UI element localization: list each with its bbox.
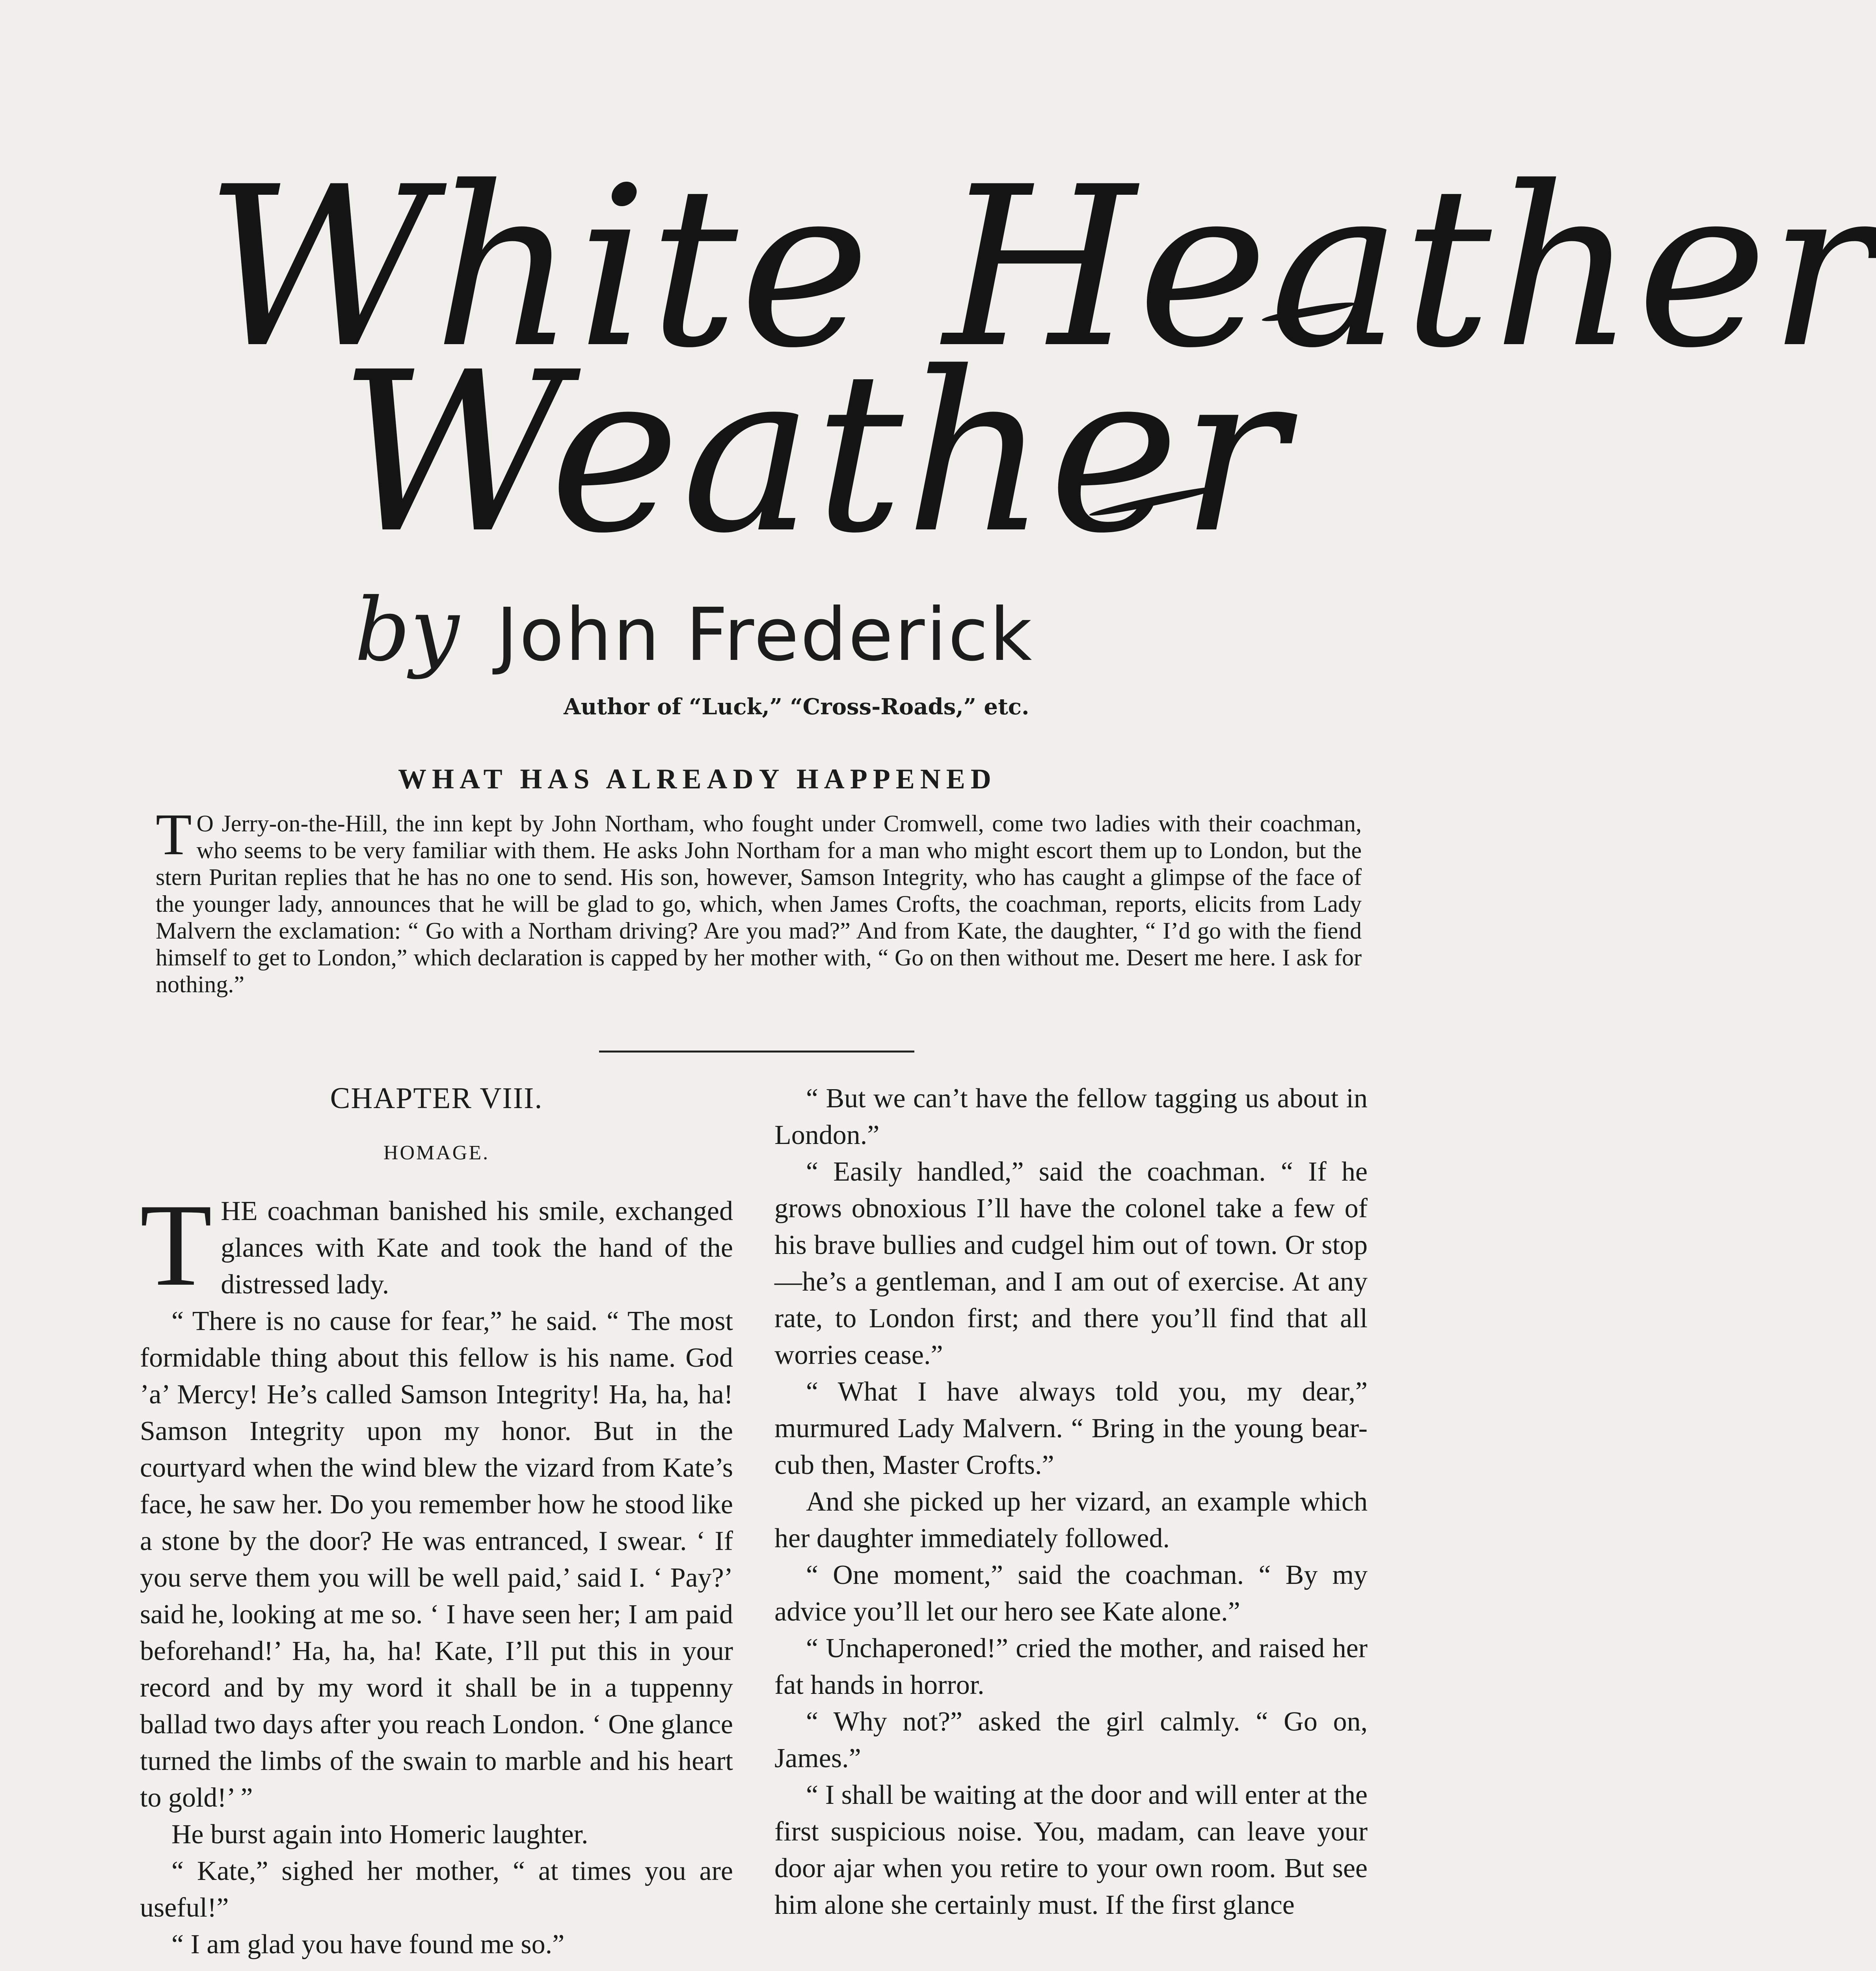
synopsis-heading: WHAT HAS ALREADY HAPPENED (398, 763, 997, 795)
section-divider (599, 1051, 914, 1053)
title-line-2: Weather (339, 325, 1288, 582)
chapter-title: HOMAGE. (383, 1142, 490, 1164)
left-column (140, 1080, 733, 1963)
paragraph: He burst again into Homeric laughter. (171, 1819, 588, 1850)
paragraph: “ There is no cause for fear,” he said. “ The most formidable thing about this fellow is his name. God ’a’ Mercy! He’s called Samson Integrity! Ha, ha, ha! Samson Integrity upon my honor. But in the courtyard when the wind blew the vizard from Kate’s face, he saw her. Do you remember how he stood like a stone by the door? He was entranced, I swear. ‘ If you serve them you will be well paid,’ said I. ‘ Pay?’ said he, looking at me so. ‘ I have seen her; I am paid beforehand!’ Ha, ha, ha! Kate, I’ll put this in your record and by my word it shall be in a tuppenny ballad two days after you reach London. ‘ One glance turned the limbs of the swain to marble and his heart to gold!’ ” (140, 1306, 733, 1813)
paragraph: “ One moment,” said the coachman. “ By my advice you’ll let our hero see Kate alone.” (774, 1560, 1368, 1627)
paragraph: “ Kate,” sighed her mother, “ at times you are useful!” (140, 1856, 733, 1923)
title-line-1: White Heather (205, 140, 1876, 397)
paragraph: And she picked up her vizard, an example which her daughter immediately followed. (774, 1487, 1368, 1554)
paragraph: “ But we can’t have the fellow tagging us about in London.” (774, 1083, 1368, 1150)
paragraph: “ Easily handled,” said the coachman. “ If he grows obnoxious I’ll have the colonel take a few of his brave bullies and cudgel him out of town. Or stop—he’s a gentleman, and I am out of exercise. At any rate, to London first; and there you’ll find that all worries cease.” (774, 1157, 1368, 1370)
paragraph: “ Unchaperoned!” cried the mother, and raised her fat hands in horror. (774, 1633, 1368, 1700)
paragraph: “ What I have always told you, my dear,” murmured Lady Malvern. “ Bring in the young bear-cub then, Master Crofts.” (774, 1377, 1368, 1480)
first-paragraph (140, 1179, 733, 1310)
byline-by: by (355, 579, 460, 680)
chapter-number: CHAPTER VIII. (330, 1082, 543, 1115)
author-name: John Frederick (496, 592, 1034, 677)
byline (355, 579, 1034, 680)
paragraph: “ I am glad you have found me so.” (171, 1929, 565, 1960)
right-column (774, 1080, 1368, 1923)
drop-cap: T (140, 1179, 212, 1310)
synopsis-text: TO Jerry-on-the-Hill, the inn kept by John Northam, who fought under Cromwell, come two ladies with their coachman, who seems to be very familiar with them. He asks John Northam for a man who might escort them up to London, but the stern Puritan replies that he has no one to send. His son, however, Samson Integrity, who has caught a glimpse of the face of the younger lady, announces that he will be glad to go, which, when James Crofts, the coachman, reports, elicits from Lady Malvern the exclamation: “ Go with a Northam driving? Are you mad?” And from Kate, the daughter, “ I’d go with the fiend himself to get to London,” which declaration is capped by her mother with, “ Go on then without me. Desert me here. I ask for nothing.” (156, 802, 1362, 997)
paragraph: “ Why not?” asked the girl calmly. “ Go on, James.” (774, 1706, 1368, 1774)
first-paragraph-text: HE coachman banished his smile, exchanged glances with Kate and took the hand of the distressed lady. (221, 1196, 733, 1300)
author-credit: Author of “Luck,” “Cross-Roads,” etc. (564, 694, 1029, 720)
paragraph: “ I shall be waiting at the door and will enter at the first suspicious noise. You, madam, can leave your door ajar when you retire to your own room. But see him alone she certainly must. If the first glance (774, 1780, 1368, 1920)
